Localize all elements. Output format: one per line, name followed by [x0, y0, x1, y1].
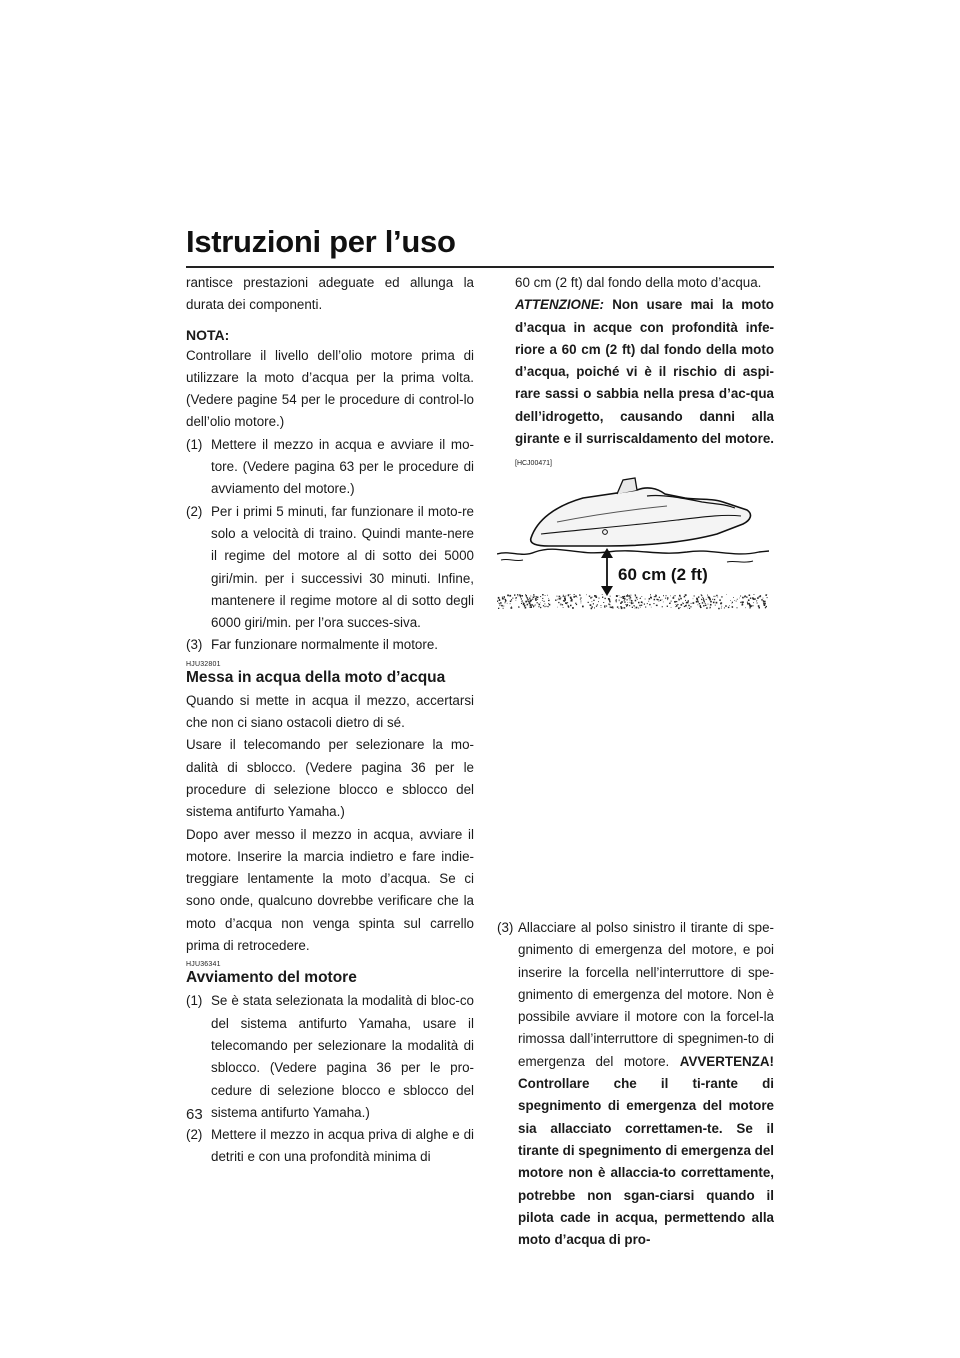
page-number: 63: [186, 1106, 203, 1123]
list-number: (2): [186, 1127, 203, 1143]
continuation-text: 60 cm (2 ft) dal fondo della moto d’acqua.: [515, 275, 762, 290]
page-title: Istruzioni per l’uso: [186, 224, 456, 259]
section-code: HJU36341: [186, 961, 221, 969]
list-item: [186, 434, 474, 501]
list-text: Far funzionare normalmente il motore.: [211, 637, 438, 653]
list-text: Per i primi 5 minuti, far funzionare il moto-re solo a velocità di traino. Quindi mante-nere il regime del motore al di sotto dei 5000 giri/min. per i successivi 30 minuti. Infine, mantenere il regime motore al di sotto degli 6000 giri/min. per l’ora succes-siva.: [211, 503, 474, 631]
list-number: (3): [497, 920, 514, 935]
step-text: Allacciare al polso sinistro il tirante di spe-gnimento di emergenza del motore, e poi inserire la forcella nell’interruttore di spe-gnimento di emergenza del motore. Non è possibile avviare il motore con la forcel-la rimossa dall’interruttore di spegnimen-to di emergenza del motore.: [518, 920, 774, 1069]
list-text: [518, 917, 774, 1251]
water-surface: [497, 549, 769, 554]
depth-arrow-head-bottom: [601, 586, 613, 596]
depth-label: 60 cm (2 ft): [618, 565, 708, 584]
list-number: (1): [186, 993, 203, 1009]
list-text: Se è stata selezionata la modalità di bloc-co del sistema antifurto Yamaha, usare il telecomando per selezionare la modalità di sblocco. (Vedere pagina 36 per le pro-cedure di selezione blocco e sblocco del sistema antifurto Yamaha.): [211, 993, 474, 1120]
water-wave: [727, 561, 753, 562]
watercraft-depth-figure: [497, 476, 769, 611]
list-item: [186, 1124, 474, 1169]
right-column: [515, 272, 774, 476]
list-text: Mettere il mezzo in acqua priva di alghe e di detriti e con una profondità minima di: [211, 1127, 474, 1165]
water-wave: [501, 559, 523, 560]
list-item: [497, 917, 774, 1251]
title-rule: [186, 266, 774, 268]
list-number: (2): [186, 503, 203, 519]
nota-label: NOTA:: [186, 326, 230, 343]
section-heading: Messa in acqua della moto d’acqua: [186, 668, 446, 686]
section-paragraph: Usare il telecomando per selezionare la mo-dalità di sblocco. (Vedere pagina 36 per le procedure di selezione blocco e sblocco del sistema antifurto Yamaha.): [186, 737, 474, 820]
section-code: HJU32801: [186, 660, 221, 668]
list-number: (1): [186, 436, 203, 452]
list-number: (3): [186, 637, 203, 653]
list-item: [186, 501, 474, 635]
section-heading: Avviamento del motore: [186, 969, 357, 987]
watercraft-hull: [531, 488, 751, 546]
nota-text: Controllare il livello dell’olio motore prima di utilizzare la moto d’acqua per la prima volta. (Vedere pagine 54 per le procedure di control-lo dell’olio motore.): [186, 347, 474, 430]
attenzione-text: Non usare mai la moto d’acqua in acque con profondità infe-riore a 60 cm (2 ft) dal fondo della moto d’acqua, poiché vi è il rischio di aspi-rare sassi o sabbia nella presa d’ac-qua dell’idrogetto, causando danni alla girante e il surriscaldamento del motore.: [515, 297, 774, 447]
intro-text: rantisce prestazioni adeguate ed allunga la durata dei componenti.: [186, 275, 474, 313]
attenzione-block: [515, 294, 774, 475]
left-column: [186, 272, 474, 1169]
section-paragraph: Quando si mette in acqua il mezzo, accertarsi che non ci siano ostacoli dietro di sé.: [186, 692, 474, 731]
list-item: [186, 634, 474, 656]
sandy-bottom: [497, 594, 768, 609]
attenzione-code: [HCJ00471]: [515, 460, 552, 468]
avvertenza-warning: AVVERTENZA! Controllare che il ti-rante di spegnimento di emergenza del motore sia allacciato correttamen-te. Se il tirante di spegnimento di emergenza del motore non è allaccia-to correttamente, potrebbe non sgan-ciarsi quando il pilota cade in acqua, permettendo alla moto d’acqua di pro-: [518, 1053, 774, 1248]
list-text: Mettere il mezzo in acqua e avviare il mo-tore. (Vedere pagina 63 per le procedure di avviamento del motore.): [211, 436, 474, 497]
right-column-lower: [497, 917, 774, 1251]
list-item: [186, 990, 474, 1124]
attenzione-label: ATTENZIONE:: [515, 297, 605, 313]
section-paragraph: Dopo aver messo il mezzo in acqua, avviare il motore. Inserire la marcia indietro e fare indie-treggiare lentamente la moto d’acqua. Se ci sono onde, qualcuno dovrebbe verificare che la moto d’acqua non venga spinta sul carrello prima di retrocedere.: [186, 826, 474, 954]
